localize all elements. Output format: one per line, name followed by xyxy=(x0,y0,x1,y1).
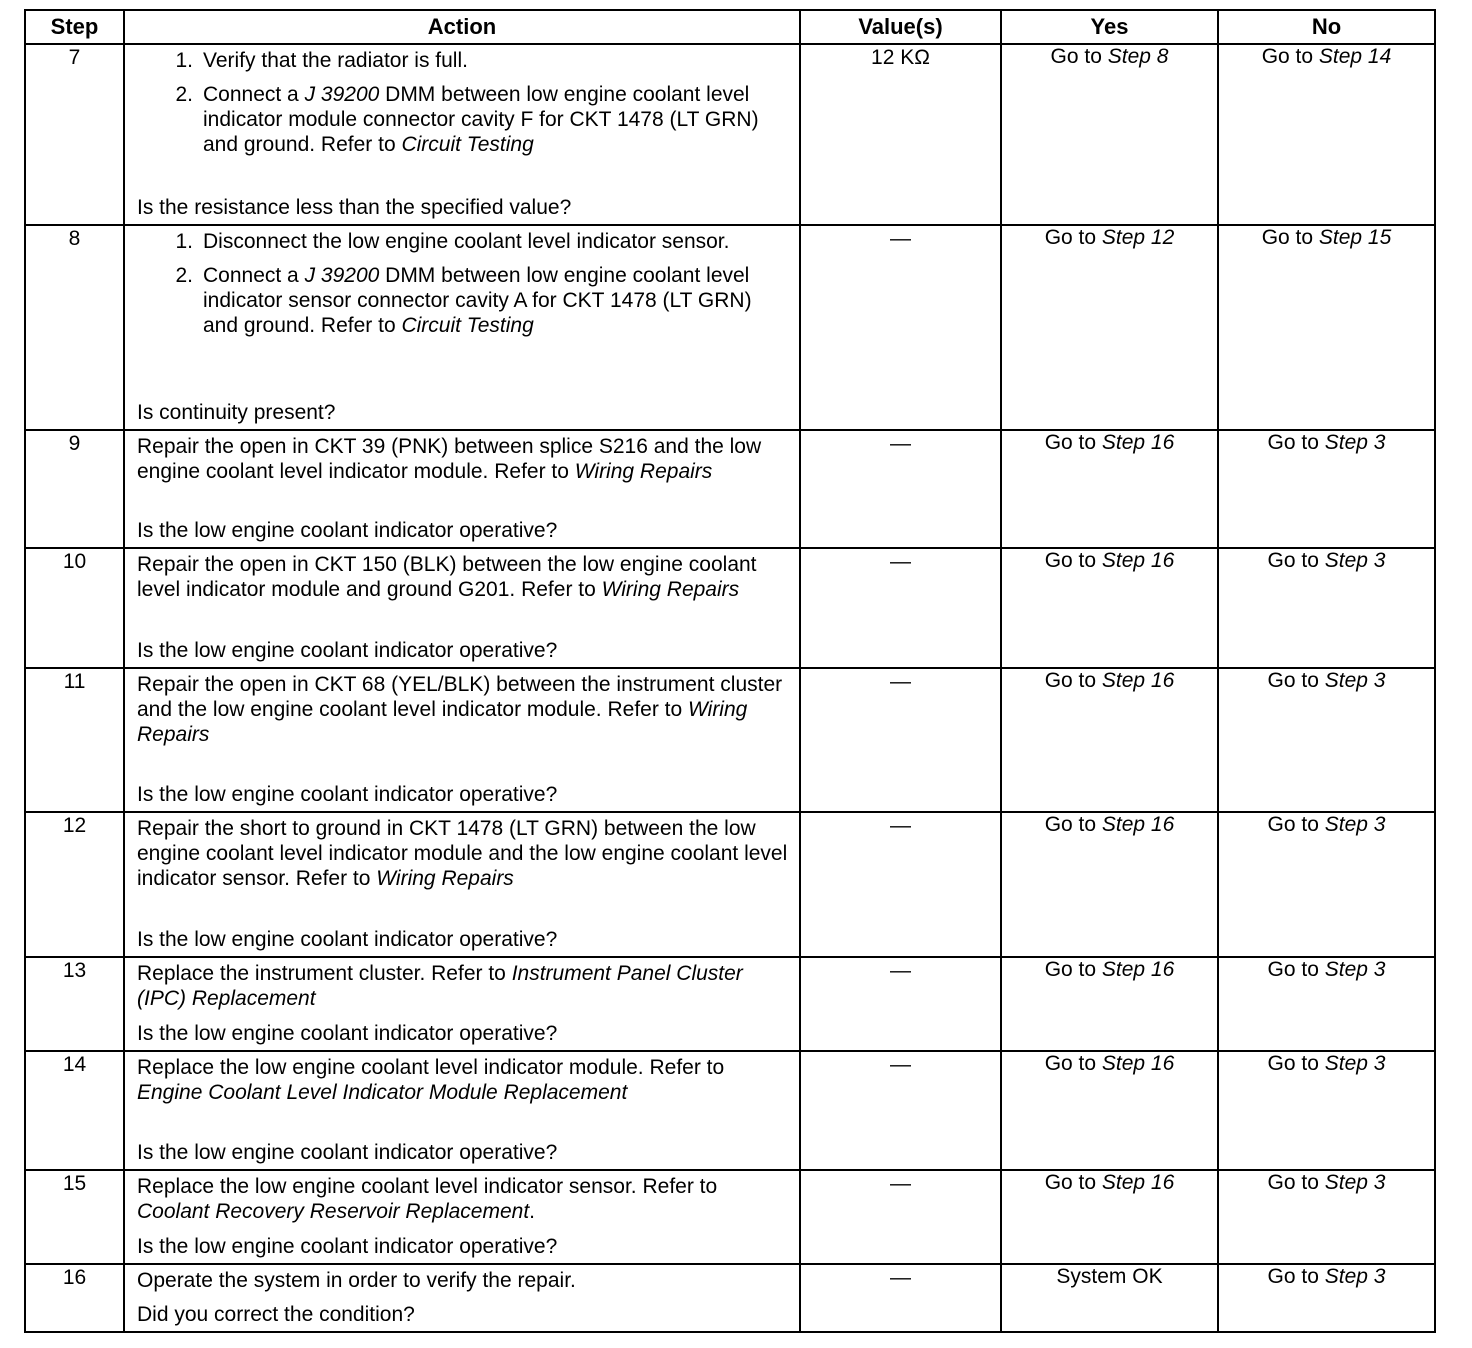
step-link: Step 12 xyxy=(1101,226,1175,249)
action-body xyxy=(137,434,789,484)
step-link: Step 3 xyxy=(1324,669,1386,692)
yes-result xyxy=(1001,957,1218,1051)
specified-value: — xyxy=(800,225,1001,430)
table-row xyxy=(25,812,1435,957)
instruction-text: Disconnect the low engine coolant level indicator sensor. xyxy=(203,230,730,253)
goto-label: Go to xyxy=(1044,813,1102,836)
step-link: Step 3 xyxy=(1324,1265,1386,1288)
section-reference: Wiring Repairs xyxy=(376,867,514,890)
instruction-text: Repair the open in CKT 150 (BLK) between the low engine coolant level indicator module and ground G201. Refer to xyxy=(137,553,757,601)
goto-label: Go to xyxy=(1044,1052,1102,1075)
action-text xyxy=(137,816,789,891)
goto-label: Go to xyxy=(1267,431,1325,454)
action-body xyxy=(137,1268,789,1293)
action-content xyxy=(125,669,799,811)
table-row xyxy=(25,1051,1435,1170)
instruction-text: Repair the open in CKT 68 (YEL/BLK) between the instrument cluster and the low engine coolant level indicator module. Refer to xyxy=(137,673,783,721)
action-question: Is the low engine coolant indicator operative? xyxy=(137,639,558,662)
goto-label: Go to xyxy=(1267,549,1325,572)
step-link: Step 14 xyxy=(1318,45,1392,68)
goto-label: Go to xyxy=(1044,669,1102,692)
table-row xyxy=(25,1264,1435,1332)
section-reference: Circuit Testing xyxy=(401,133,534,156)
no-result xyxy=(1218,1264,1435,1332)
action-cell xyxy=(124,957,800,1051)
specified-value: — xyxy=(800,1170,1001,1264)
step-link: Step 3 xyxy=(1324,1052,1386,1075)
section-reference: Instrument Panel Cluster (IPC) Replacement xyxy=(137,962,743,1010)
step-number: 9 xyxy=(25,430,124,548)
tool-reference: J 39200 xyxy=(304,83,380,106)
instruction-text: Replace the low engine coolant level indicator module. Refer to xyxy=(137,1056,725,1079)
step-number: 7 xyxy=(25,44,124,225)
action-cell xyxy=(124,430,800,548)
specified-value: 12 KΩ xyxy=(800,44,1001,225)
specified-value: — xyxy=(800,812,1001,957)
step-number: 16 xyxy=(25,1264,124,1332)
action-cell xyxy=(124,1170,800,1264)
goto-label: Go to xyxy=(1050,45,1108,68)
goto-label: Go to xyxy=(1267,1052,1325,1075)
action-step-number: 1. xyxy=(175,49,193,72)
action-text xyxy=(137,1055,789,1105)
header-step: Step xyxy=(25,10,124,44)
yes-result xyxy=(1001,548,1218,668)
no-result xyxy=(1218,430,1435,548)
goto-label: Go to xyxy=(1044,549,1102,572)
instruction-text: Connect a xyxy=(203,83,305,106)
table-row xyxy=(25,44,1435,225)
step-number: 12 xyxy=(25,812,124,957)
action-body xyxy=(137,672,789,747)
action-content xyxy=(125,958,799,1050)
action-cell xyxy=(124,225,800,430)
action-step-number: 2. xyxy=(175,264,193,287)
yes-result xyxy=(1001,225,1218,430)
action-step xyxy=(137,82,789,157)
step-link: Step 3 xyxy=(1324,813,1386,836)
no-result xyxy=(1218,1051,1435,1170)
no-result xyxy=(1218,668,1435,812)
action-content xyxy=(125,1265,799,1331)
action-body xyxy=(137,552,789,602)
table-row xyxy=(25,957,1435,1051)
step-link: Step 15 xyxy=(1318,226,1392,249)
action-content xyxy=(125,226,799,429)
no-result xyxy=(1218,548,1435,668)
step-number: 8 xyxy=(25,225,124,430)
action-cell xyxy=(124,668,800,812)
goto-label: Go to xyxy=(1267,958,1325,981)
action-content xyxy=(125,45,799,224)
instruction-text: Repair the short to ground in CKT 1478 (LT GRN) between the low engine coolant level indicator module and the low engine coolant level indicator sensor. Refer to xyxy=(137,817,788,890)
goto-label: Go to xyxy=(1044,226,1102,249)
action-cell xyxy=(124,548,800,668)
header-no: No xyxy=(1218,10,1435,44)
table-row xyxy=(25,430,1435,548)
action-question: Is the low engine coolant indicator operative? xyxy=(137,1141,558,1164)
table-row xyxy=(25,668,1435,812)
instruction-text: DMM between low engine coolant level indicator sensor connector cavity A for CKT 1478 (LT GRN) and ground. Refer to xyxy=(203,264,752,337)
yes-result xyxy=(1001,430,1218,548)
instruction-tail: . xyxy=(529,1200,536,1223)
action-question: Is the low engine coolant indicator operative? xyxy=(137,519,558,542)
section-reference: Wiring Repairs xyxy=(601,578,740,601)
step-link: Step 8 xyxy=(1107,45,1169,68)
table-row xyxy=(25,225,1435,430)
step-link: Step 16 xyxy=(1101,1052,1175,1075)
step-link: Step 16 xyxy=(1101,431,1175,454)
action-step-number: 1. xyxy=(175,230,193,253)
section-reference: Engine Coolant Level Indicator Module Replacement xyxy=(137,1081,628,1104)
no-result xyxy=(1218,957,1435,1051)
action-step xyxy=(137,229,789,254)
action-step xyxy=(137,48,789,73)
action-text xyxy=(137,1174,789,1224)
goto-label: Go to xyxy=(1267,669,1325,692)
action-body xyxy=(137,816,789,891)
step-link: Step 3 xyxy=(1324,958,1386,981)
no-result xyxy=(1218,812,1435,957)
action-steps-list xyxy=(137,48,789,157)
action-cell xyxy=(124,1264,800,1332)
diagnostic-table xyxy=(24,9,1436,1333)
instruction-text: Operate the system in order to verify the repair. xyxy=(137,1269,576,1292)
action-steps-list xyxy=(137,229,789,338)
action-question: Is the low engine coolant indicator operative? xyxy=(137,783,558,806)
action-question: Is the low engine coolant indicator operative? xyxy=(137,1235,558,1258)
action-step-text xyxy=(203,48,789,73)
yes-result xyxy=(1001,1051,1218,1170)
instruction-text: Replace the instrument cluster. Refer to xyxy=(137,962,512,985)
step-number: 10 xyxy=(25,548,124,668)
instruction-text: Replace the low engine coolant level indicator sensor. Refer to xyxy=(137,1175,718,1198)
yes-result xyxy=(1001,1264,1218,1332)
action-content xyxy=(125,431,799,547)
section-reference: Coolant Recovery Reservoir Replacement xyxy=(137,1200,530,1223)
table-row xyxy=(25,548,1435,668)
action-question: Is the resistance less than the specified value? xyxy=(137,196,572,219)
no-result xyxy=(1218,225,1435,430)
goto-label: Go to xyxy=(1267,1171,1325,1194)
action-body xyxy=(137,961,789,1011)
step-link: Step 16 xyxy=(1101,813,1175,836)
specified-value: — xyxy=(800,430,1001,548)
action-text xyxy=(137,434,789,484)
action-question: Is the low engine coolant indicator operative? xyxy=(137,1022,558,1045)
action-question: Is the low engine coolant indicator operative? xyxy=(137,928,558,951)
specified-value: — xyxy=(800,957,1001,1051)
action-step-text xyxy=(203,229,789,254)
step-link: Step 16 xyxy=(1101,958,1175,981)
header-action: Action xyxy=(124,10,800,44)
action-cell xyxy=(124,44,800,225)
action-step xyxy=(137,263,789,338)
header-row xyxy=(25,10,1435,44)
header-values: Value(s) xyxy=(800,10,1001,44)
goto-label: Go to xyxy=(1044,431,1102,454)
action-content xyxy=(125,549,799,667)
action-step-text xyxy=(203,82,789,157)
step-number: 13 xyxy=(25,957,124,1051)
action-body xyxy=(137,1174,789,1224)
action-body xyxy=(137,48,789,157)
instruction-text: DMM between low engine coolant level indicator module connector cavity F for CKT 1478 (LT GRN) and ground. Refer to xyxy=(203,83,759,156)
specified-value: — xyxy=(800,668,1001,812)
instruction-text: Repair the open in CKT 39 (PNK) between splice S216 and the low engine coolant level indicator module. Refer to xyxy=(137,435,762,483)
action-body xyxy=(137,229,789,338)
instruction-text: Connect a xyxy=(203,264,305,287)
step-link: Step 3 xyxy=(1324,1171,1386,1194)
goto-label: Go to xyxy=(1044,1171,1102,1194)
goto-label: Go to xyxy=(1044,958,1102,981)
action-cell xyxy=(124,812,800,957)
header-yes: Yes xyxy=(1001,10,1218,44)
section-reference: Circuit Testing xyxy=(401,314,534,337)
specified-value: — xyxy=(800,548,1001,668)
goto-label: Go to xyxy=(1267,1265,1325,1288)
action-step-text xyxy=(203,263,789,338)
action-step-number: 2. xyxy=(175,83,193,106)
step-link: Step 16 xyxy=(1101,1171,1175,1194)
step-number: 15 xyxy=(25,1170,124,1264)
goto-label: Go to xyxy=(1261,226,1319,249)
step-link: Step 16 xyxy=(1101,669,1175,692)
goto-label: Go to xyxy=(1267,813,1325,836)
yes-result xyxy=(1001,812,1218,957)
result-text: System OK xyxy=(1056,1265,1163,1288)
action-text xyxy=(137,552,789,602)
action-question: Did you correct the condition? xyxy=(137,1303,415,1326)
step-link: Step 3 xyxy=(1324,431,1386,454)
action-text xyxy=(137,961,789,1011)
action-question: Is continuity present? xyxy=(137,401,336,424)
specified-value: — xyxy=(800,1051,1001,1170)
action-body xyxy=(137,1055,789,1105)
step-link: Step 16 xyxy=(1101,549,1175,572)
step-number: 11 xyxy=(25,668,124,812)
section-reference: Wiring Repairs xyxy=(137,698,748,746)
step-number: 14 xyxy=(25,1051,124,1170)
action-cell xyxy=(124,1051,800,1170)
no-result xyxy=(1218,44,1435,225)
yes-result xyxy=(1001,1170,1218,1264)
yes-result xyxy=(1001,44,1218,225)
step-link: Step 3 xyxy=(1324,549,1386,572)
instruction-text: Verify that the radiator is full. xyxy=(203,49,468,72)
section-reference: Wiring Repairs xyxy=(574,460,713,483)
specified-value: — xyxy=(800,1264,1001,1332)
tool-reference: J 39200 xyxy=(304,264,380,287)
table-row xyxy=(25,1170,1435,1264)
goto-label: Go to xyxy=(1261,45,1319,68)
action-content xyxy=(125,813,799,956)
action-content xyxy=(125,1171,799,1263)
action-text xyxy=(137,672,789,747)
yes-result xyxy=(1001,668,1218,812)
no-result xyxy=(1218,1170,1435,1264)
action-content xyxy=(125,1052,799,1169)
action-text xyxy=(137,1268,789,1293)
